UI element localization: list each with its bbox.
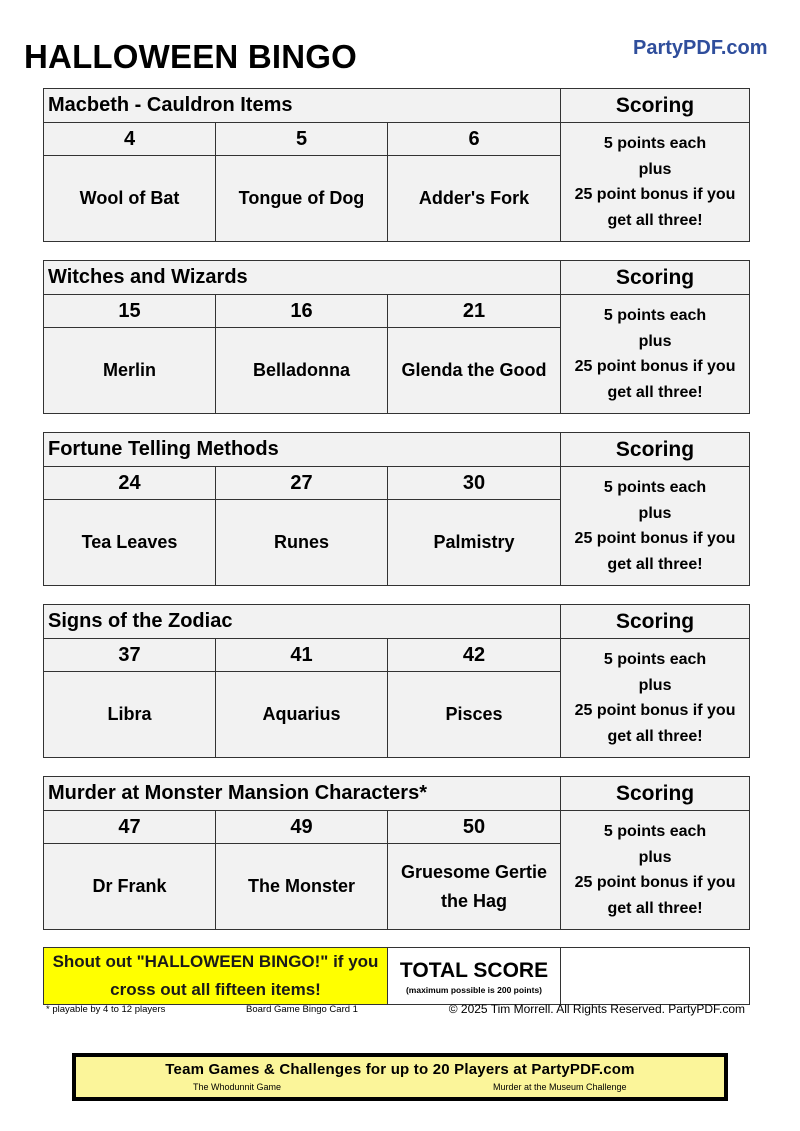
- card-label: Board Game Bingo Card 1: [246, 1004, 358, 1015]
- section-heading: Macbeth - Cauldron Items: [44, 89, 561, 123]
- item-number: 42: [388, 639, 561, 672]
- rule-line: plus: [638, 504, 672, 522]
- instruction-line: Shout out "HALLOWEEN BINGO!" if you: [52, 952, 379, 971]
- rule-line: get all three!: [607, 211, 703, 229]
- bingo-item[interactable]: Aquarius: [216, 672, 388, 758]
- item-number: 4: [44, 123, 216, 156]
- rule-line: plus: [638, 848, 672, 866]
- item-number: 47: [44, 811, 216, 844]
- rule-line: 25 point bonus if you: [574, 186, 736, 203]
- bingo-item[interactable]: Merlin: [44, 328, 216, 414]
- rule-line: 5 points each: [603, 823, 707, 840]
- rule-line: get all three!: [607, 383, 703, 401]
- section-heading: Murder at Monster Mansion Characters*: [44, 777, 561, 811]
- bingo-item[interactable]: Dr Frank: [44, 844, 216, 930]
- item-number: 30: [388, 467, 561, 500]
- rule-line: get all three!: [607, 727, 703, 745]
- banner-title: Team Games & Challenges for up to 20 Players at PartyPDF.com: [165, 1061, 635, 1078]
- scoring-heading: Scoring: [561, 777, 750, 811]
- bingo-section: [43, 604, 750, 758]
- item-number: 50: [388, 811, 561, 844]
- bingo-item[interactable]: Libra: [44, 672, 216, 758]
- rule-line: plus: [638, 160, 672, 178]
- bingo-item[interactable]: The Monster: [216, 844, 388, 930]
- bingo-section: [43, 432, 750, 586]
- item-number: 24: [44, 467, 216, 500]
- rule-line: 25 point bonus if you: [574, 530, 736, 547]
- item-number: 21: [388, 295, 561, 328]
- scoring-heading: Scoring: [561, 605, 750, 639]
- total-score-label: TOTAL SCORE: [399, 959, 549, 982]
- scoring-rules: [561, 639, 750, 758]
- scoring-heading: Scoring: [561, 89, 750, 123]
- scoring-rules: [561, 295, 750, 414]
- bingo-section: [43, 88, 750, 242]
- banner-link-whodunnit[interactable]: The Whodunnit Game: [193, 1082, 282, 1092]
- bingo-item[interactable]: Wool of Bat: [44, 156, 216, 242]
- scoring-heading: Scoring: [561, 433, 750, 467]
- rule-line: 5 points each: [603, 479, 707, 496]
- scoring-heading: Scoring: [561, 261, 750, 295]
- section-heading: Witches and Wizards: [44, 261, 561, 295]
- rule-line: get all three!: [607, 555, 703, 573]
- bingo-item[interactable]: Tea Leaves: [44, 500, 216, 586]
- total-score-field[interactable]: [561, 948, 750, 1005]
- section-heading: Fortune Telling Methods: [44, 433, 561, 467]
- instruction-line: cross out all fifteen items!: [110, 980, 321, 999]
- rule-line: 5 points each: [603, 307, 707, 324]
- bingo-section: [43, 776, 750, 930]
- rule-line: get all three!: [607, 899, 703, 917]
- item-number: 49: [216, 811, 388, 844]
- rule-line: plus: [638, 676, 672, 694]
- rule-line: 5 points each: [603, 651, 707, 668]
- scoring-rules: [561, 123, 750, 242]
- bingo-item[interactable]: Glenda the Good: [388, 328, 561, 414]
- item-number: 41: [216, 639, 388, 672]
- rule-line: 25 point bonus if you: [574, 874, 736, 891]
- item-number: 6: [388, 123, 561, 156]
- section-heading: Signs of the Zodiac: [44, 605, 561, 639]
- bingo-item[interactable]: Pisces: [388, 672, 561, 758]
- rule-line: 5 points each: [603, 135, 707, 152]
- bingo-item[interactable]: Gruesome Gertie the Hag: [388, 844, 561, 930]
- bingo-instruction: [44, 948, 388, 1005]
- bingo-item[interactable]: Tongue of Dog: [216, 156, 388, 242]
- bingo-item[interactable]: Palmistry: [388, 500, 561, 586]
- rule-line: 25 point bonus if you: [574, 702, 736, 719]
- total-score-label-cell: [388, 948, 561, 1005]
- banner-link-museum[interactable]: Murder at the Museum Challenge: [493, 1082, 627, 1092]
- brand-logo-text[interactable]: PartyPDF.com: [633, 37, 768, 59]
- total-score-note: (maximum possible is 200 points): [405, 985, 543, 995]
- item-number: 27: [216, 467, 388, 500]
- item-number: 16: [216, 295, 388, 328]
- scoring-rules: [561, 811, 750, 930]
- players-footnote: * playable by 4 to 12 players: [46, 1004, 166, 1015]
- page-title: HALLOWEEN BINGO: [24, 38, 357, 75]
- promo-banner[interactable]: [72, 1053, 728, 1101]
- rule-line: plus: [638, 332, 672, 350]
- scoring-rules: [561, 467, 750, 586]
- item-number: 5: [216, 123, 388, 156]
- copyright-text: © 2025 Tim Morrell. All Rights Reserved. PartyPDF.com: [448, 1002, 745, 1016]
- item-number: 37: [44, 639, 216, 672]
- total-score-box: [43, 947, 750, 1005]
- rule-line: 25 point bonus if you: [574, 358, 736, 375]
- bingo-item[interactable]: Belladonna: [216, 328, 388, 414]
- bingo-section: [43, 260, 750, 414]
- bingo-item[interactable]: Runes: [216, 500, 388, 586]
- item-number: 15: [44, 295, 216, 328]
- bingo-item[interactable]: Adder's Fork: [388, 156, 561, 242]
